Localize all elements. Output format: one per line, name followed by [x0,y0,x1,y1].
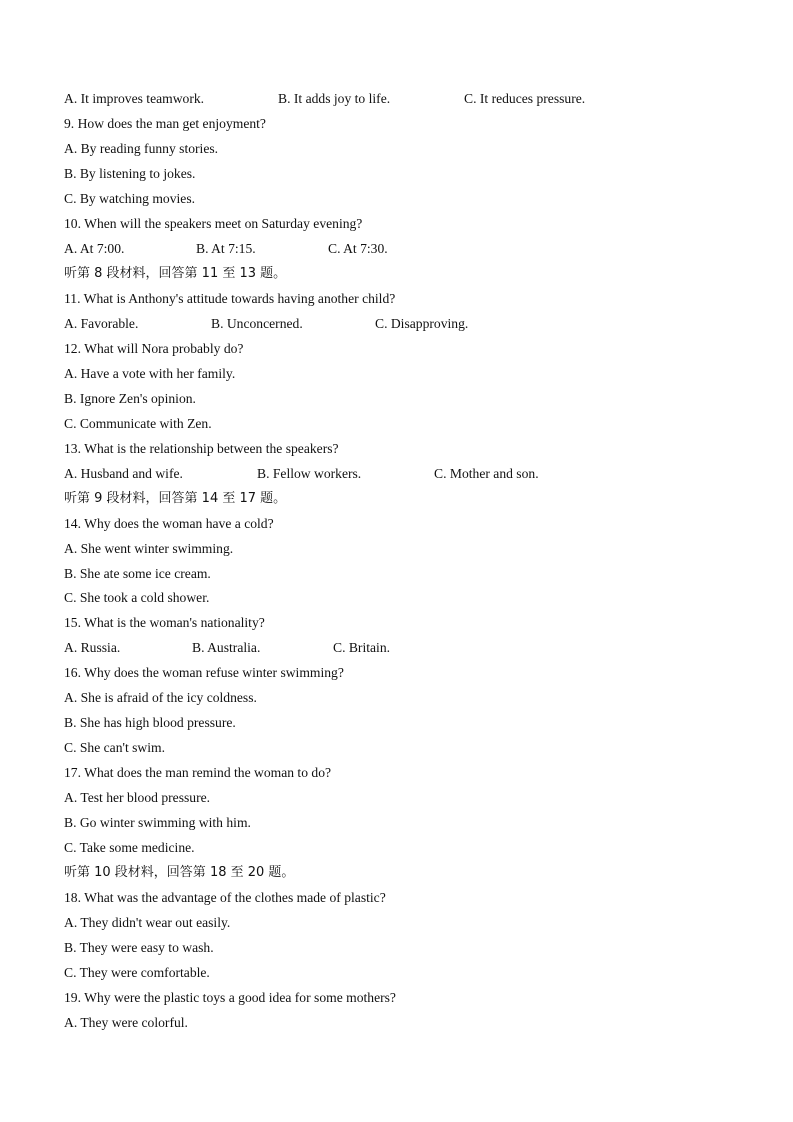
q12-option-c: C. Communicate with Zen. [64,416,212,431]
q11-option-b: B. Unconcerned. [211,316,303,331]
q15-question: 15. What is the woman's nationality? [64,615,265,630]
q8-option-a: A. It improves teamwork. [64,91,205,106]
q9-option-c: C. By watching movies. [64,191,196,206]
q19-question: 19. Why were the plastic toys a good idea for some mothers? [64,990,396,1005]
q17-option-a: A. Test her blood pressure. [64,790,211,805]
q18-question: 18. What was the advantage of the clothes made of plastic? [64,890,386,905]
section-8-heading: 听第 8 段材料，回答第 11 至 13 题。 [64,266,287,281]
q15-option-c: C. Britain. [333,640,391,655]
q14-question: 14. Why does the woman have a cold? [64,516,274,531]
section-9-heading: 听第 9 段材料，回答第 14 至 17 题。 [64,491,287,506]
q9-option-a: A. By reading funny stories. [64,141,219,156]
q16-option-b: B. She has high blood pressure. [64,715,236,730]
q13-option-a: A. Husband and wife. [64,466,183,481]
q9-question: 9. How does the man get enjoyment? [64,116,266,131]
q12-question: 12. What will Nora probably do? [64,341,244,356]
q14-option-c: C. She took a cold shower. [64,590,210,605]
q16-question: 16. Why does the woman refuse winter swimming? [64,665,344,680]
q14-option-b: B. She ate some ice cream. [64,566,211,581]
q18-option-c: C. They were comfortable. [64,965,210,980]
q18-option-b: B. They were easy to wash. [64,940,214,955]
q10-question: 10. When will the speakers meet on Saturday evening? [64,216,363,231]
section-10-heading: 听第 10 段材料，回答第 18 至 20 题。 [64,865,295,880]
q16-option-a: A. She is afraid of the icy coldness. [64,690,257,705]
q10-option-b: B. At 7:15. [196,241,256,256]
q14-option-a: A. She went winter swimming. [64,541,234,556]
q13-option-b: B. Fellow workers. [257,466,362,481]
q17-option-c: C. Take some medicine. [64,840,195,855]
q11-question: 11. What is Anthony's attitude towards having another child? [64,291,396,306]
q11-option-a: A. Favorable. [64,316,139,331]
q11-option-c: C. Disapproving. [375,316,469,331]
q13-option-c: C. Mother and son. [434,466,539,481]
q8-option-b: B. It adds joy to life. [278,91,391,106]
q9-option-b: B. By listening to jokes. [64,166,196,181]
q15-option-a: A. Russia. [64,640,121,655]
q15-option-b: B. Australia. [192,640,261,655]
q8-option-c: C. It reduces pressure. [464,91,586,106]
q12-option-a: A. Have a vote with her family. [64,366,236,381]
q12-option-b: B. Ignore Zen's opinion. [64,391,196,406]
q10-option-a: A. At 7:00. [64,241,125,256]
q10-option-c: C. At 7:30. [328,241,388,256]
q17-question: 17. What does the man remind the woman to do? [64,765,332,780]
q13-question: 13. What is the relationship between the speakers? [64,441,339,456]
q17-option-b: B. Go winter swimming with him. [64,815,251,830]
q19-option-a: A. They were colorful. [64,1015,188,1030]
q18-option-a: A. They didn't wear out easily. [64,915,231,930]
q16-option-c: C. She can't swim. [64,740,165,755]
